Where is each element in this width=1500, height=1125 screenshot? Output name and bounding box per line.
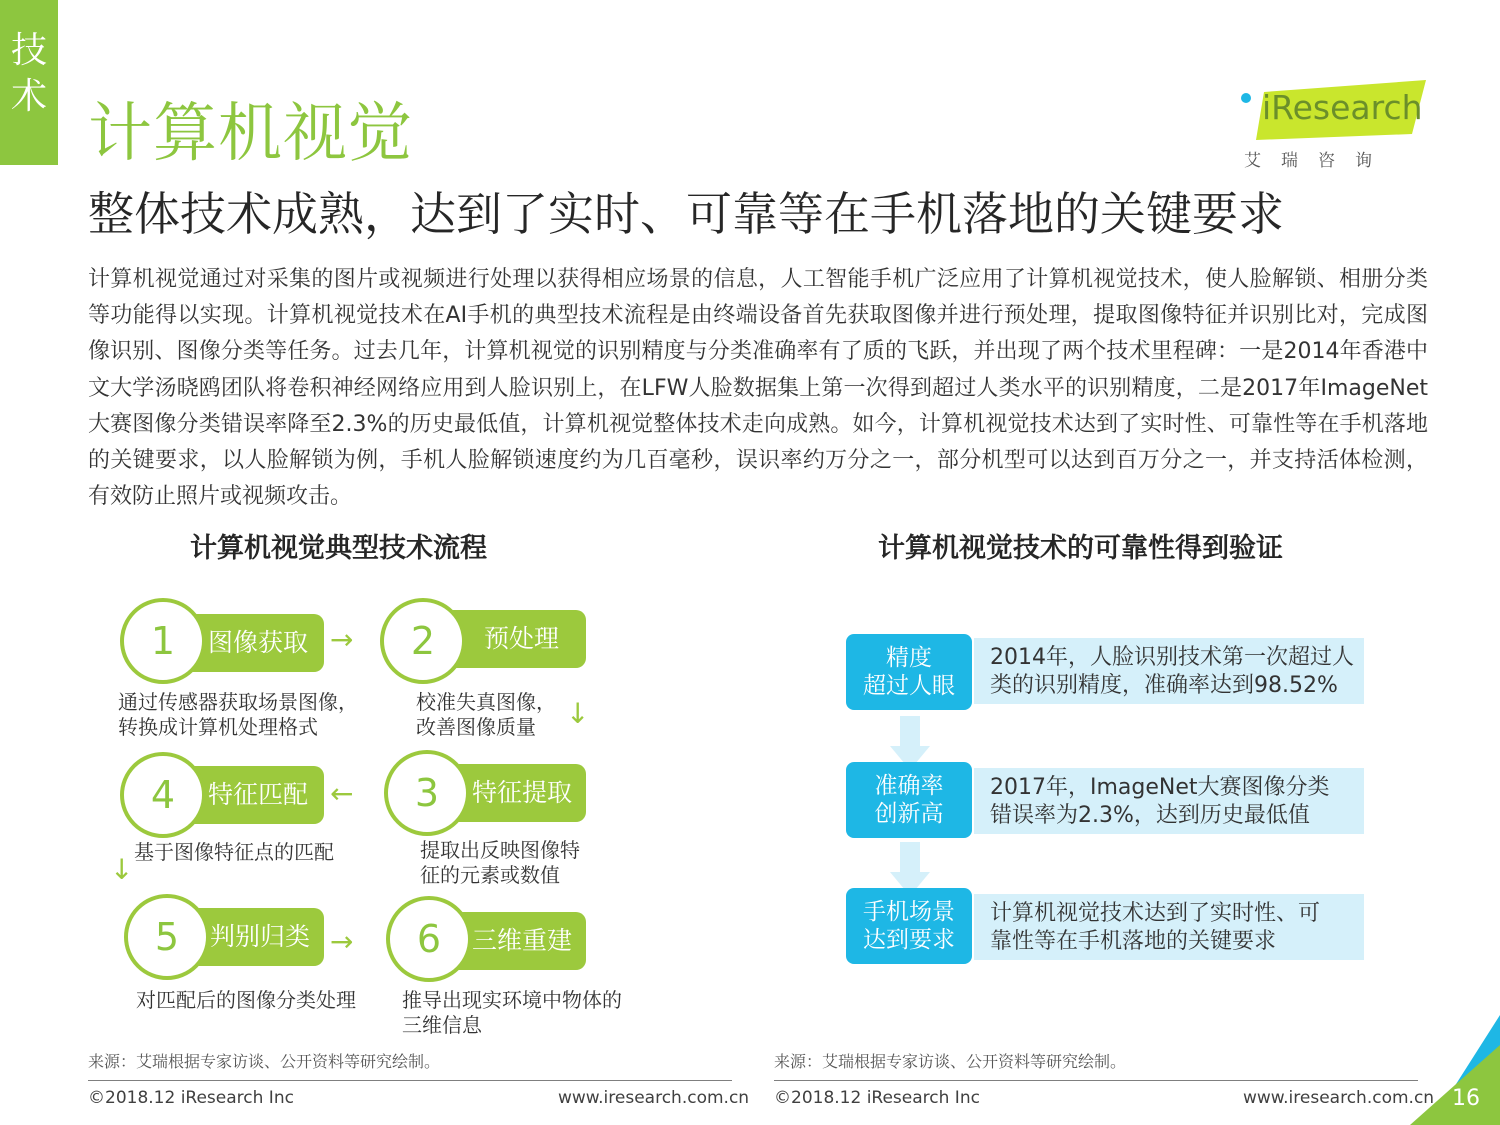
arrow-down-icon: ↓ — [110, 853, 134, 886]
logo-text: iResearch — [1262, 88, 1423, 127]
milestone-3-desc-line2: 靠性等在手机落地的关键要求 — [990, 929, 1277, 954]
step-5-pill: 判别归类 — [194, 908, 324, 966]
reliability-heading: 计算机视觉技术的可靠性得到验证 — [878, 533, 1283, 564]
milestone-2-desc — [974, 768, 1364, 834]
milestone-1-tag-line1: 精度 — [886, 645, 932, 671]
milestone-2-tag — [846, 762, 972, 838]
step-3-pill: 特征提取 — [454, 764, 586, 822]
footer-rule-right — [774, 1080, 1418, 1081]
step-4-pill: 特征匹配 — [190, 766, 324, 824]
step-1-desc-line2: 转换成计算机处理格式 — [118, 715, 318, 739]
step-5-desc: 对匹配后的图像分类处理 — [136, 988, 356, 1012]
milestone-3-desc-line1: 计算机视觉技术达到了实时性、可 — [990, 901, 1321, 926]
website-left[interactable]: www.iresearch.com.cn — [558, 1088, 750, 1108]
milestone-3-tag — [846, 888, 972, 964]
page-number: 16 — [1452, 1086, 1480, 1111]
milestone-2-desc-line1: 2017年，ImageNet大赛图像分类 — [990, 775, 1330, 800]
body-paragraph: 计算机视觉通过对采集的图片或视频进行处理以获得相应场景的信息，人工智能手机广泛应用了计算机视觉技术，使人脸解锁、相册分类等功能得以实现。计算机视觉技术在AI手机的典型技术流程是由终端设备首先获取图像并进行预处理，提取图像特征并识别比对，完成图像识别、图像分类等任务。过去几年，计算机视觉的识别精度与分类准确率有了质的飞跃，并出现了两个技术里程碑：一是2014年香港中文大学汤晓鸥团队将卷积神经网络应用到人脸识别上，在LFW人脸数据集上第一次得到超过人类水平的识别精度，二是2017年ImageNet大赛图像分类错误率降至2.3%的历史最低值，计算机视觉整体技术走向成熟。如今，计算机视觉技术达到了实时性、可靠性等在手机落地的关键要求，以人脸解锁为例，手机人脸解锁速度约为几百毫秒，误识率约万分之一，部分机型可以达到百万分之一，并支持活体检测，有效防止照片或视频攻击。 — [88, 267, 1428, 510]
source-note-right: 来源：艾瑞根据专家访谈、公开资料等研究绘制。 — [774, 1052, 1127, 1071]
step-3-desc-line2: 征的元素或数值 — [420, 863, 560, 887]
milestone-2-desc-line2: 错误率为2.3%，达到历史最低值 — [990, 803, 1310, 828]
footer-rule-left — [88, 1080, 732, 1081]
step-1-pill: 图像获取 — [190, 614, 324, 672]
step-5-number: 5 — [124, 894, 210, 980]
flow-heading: 计算机视觉典型技术流程 — [190, 533, 487, 564]
page-subtitle: 整体技术成熟，达到了实时、可靠等在手机落地的关键要求 — [88, 187, 1284, 241]
step-2-desc-line2: 改善图像质量 — [416, 715, 536, 739]
milestone-1-desc-line2: 类的识别精度，准确率达到98.52% — [990, 673, 1338, 698]
milestone-1-tag — [846, 634, 972, 710]
logo-cn-text: 艾瑞咨询 — [1244, 151, 1392, 171]
section-tab-label: 技术 — [10, 30, 47, 117]
milestone-1-desc-line1: 2014年，人脸识别技术第一次超过人 — [990, 645, 1354, 670]
milestone-1-desc — [974, 638, 1364, 704]
step-6-pill: 三维重建 — [456, 912, 586, 970]
milestone-3-tag-line1: 手机场景 — [863, 899, 955, 925]
step-6-number: 6 — [386, 896, 472, 982]
step-4-desc: 基于图像特征点的匹配 — [134, 840, 334, 864]
milestone-3-tag-line2: 达到要求 — [863, 927, 955, 953]
milestone-1-tag-line2: 超过人眼 — [863, 673, 955, 699]
step-2-desc-line1: 校准失真图像， — [416, 690, 556, 714]
arrow-right-icon: → — [330, 925, 354, 958]
milestone-2-tag-line2: 创新高 — [874, 801, 944, 827]
step-6-desc-line1: 推导出现实环境中物体的 — [402, 988, 622, 1012]
step-6-desc-line2: 三维信息 — [402, 1013, 482, 1037]
copyright-left: ©2018.12 iResearch Inc — [88, 1088, 294, 1108]
step-2-pill: 预处理 — [450, 610, 586, 668]
step-3-number: 3 — [384, 750, 470, 836]
step-2-number: 2 — [380, 598, 466, 684]
milestone-2-tag-line1: 准确率 — [874, 773, 944, 799]
source-note-left: 来源：艾瑞根据专家访谈、公开资料等研究绘制。 — [88, 1052, 441, 1071]
arrow-left-icon: ← — [330, 777, 354, 810]
website-right[interactable]: www.iresearch.com.cn — [1243, 1088, 1435, 1108]
step-1-number: 1 — [120, 598, 206, 684]
step-4-number: 4 — [120, 752, 206, 838]
arrow-down-icon: ↓ — [566, 697, 590, 730]
step-3-desc-line1: 提取出反映图像特 — [420, 838, 580, 862]
page-title: 计算机视觉 — [88, 97, 413, 171]
arrow-right-icon: → — [330, 623, 354, 656]
milestone-3-desc — [974, 894, 1364, 960]
copyright-right: ©2018.12 iResearch Inc — [774, 1088, 980, 1108]
step-1-desc-line1: 通过传感器获取场景图像， — [118, 690, 358, 714]
